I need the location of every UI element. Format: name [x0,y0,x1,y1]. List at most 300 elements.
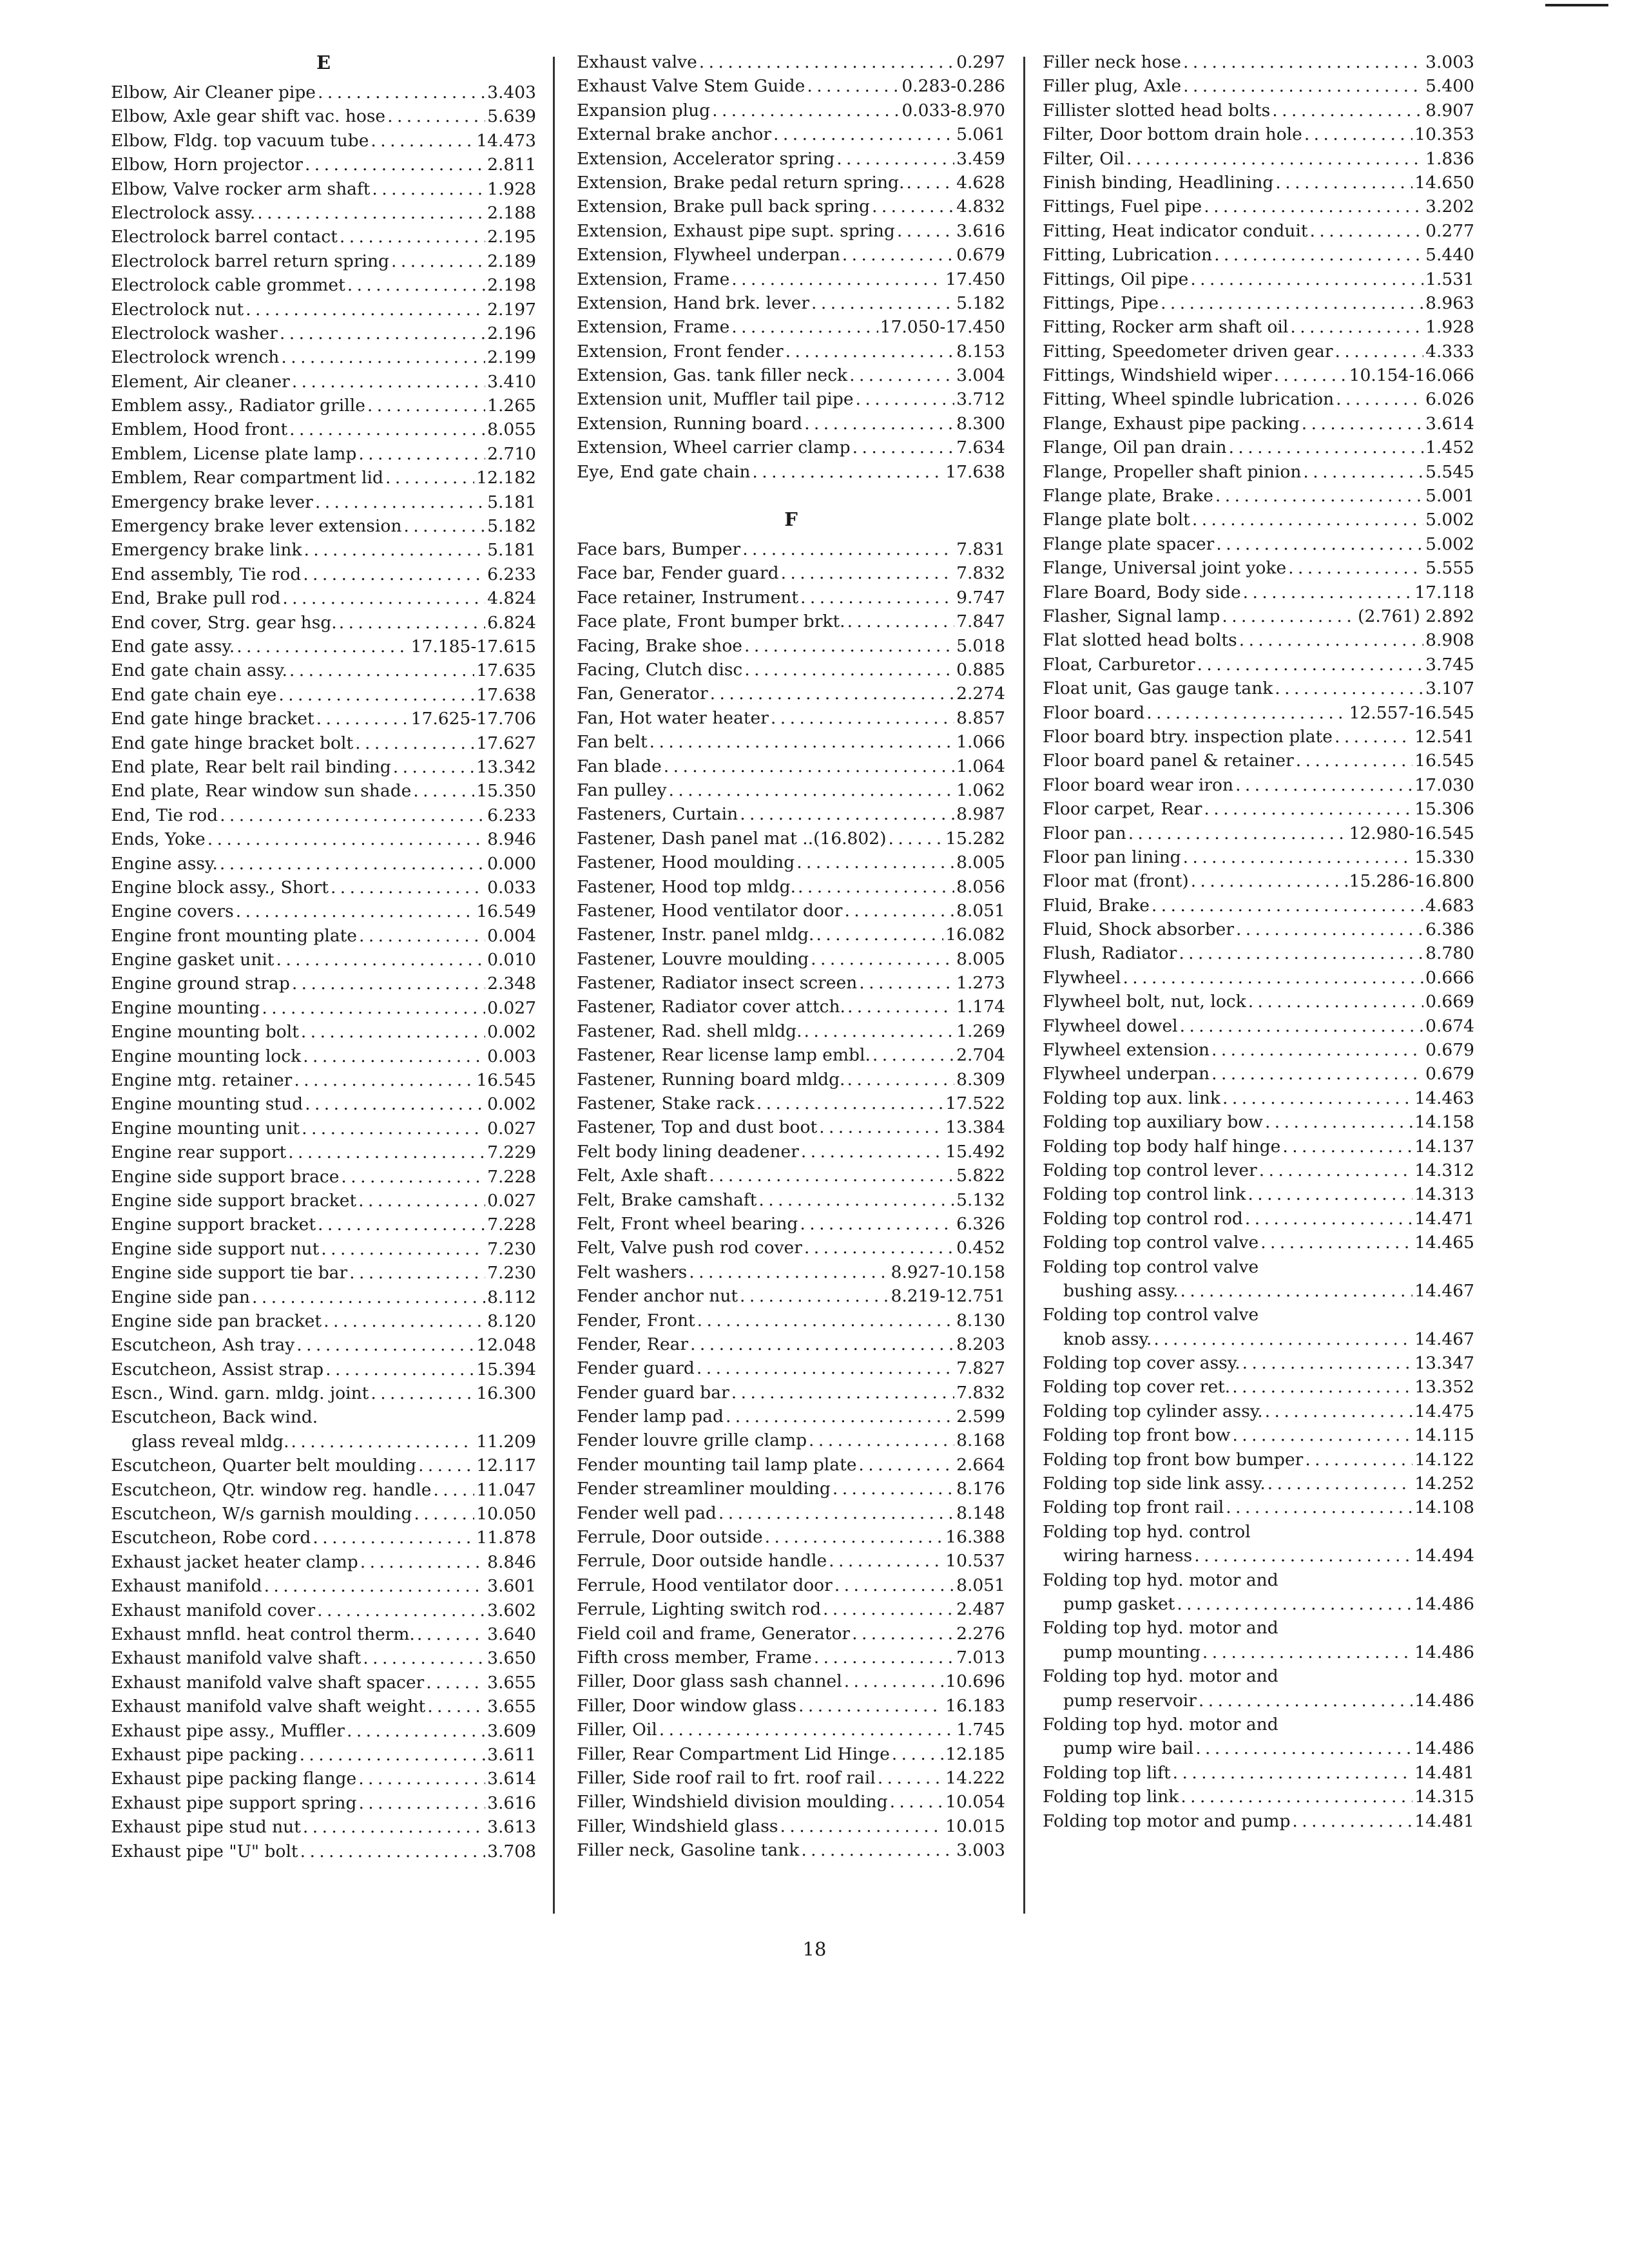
entry-part-name: Folding top control lever [1043,1160,1257,1180]
dot-leader [1191,869,1347,893]
entry-part-name: End, Tie rod [111,805,218,825]
entry-part-name: Filler neck hose [1043,52,1181,72]
index-entry [1043,1014,1474,1038]
entry-part-name: Felt washers [577,1262,688,1282]
dot-leader [1181,1785,1412,1809]
entry-reference-number: 5.018 [956,635,1005,656]
index-entry [111,1743,536,1767]
entry-part-name: Exhaust pipe packing [111,1744,298,1765]
entry-part-name: Felt body lining deadener [577,1141,799,1162]
index-entry [1043,1182,1474,1206]
index-entry [111,1165,536,1189]
dot-leader [801,1140,943,1164]
index-entry [577,1164,1005,1187]
entry-part-name: External brake anchor [577,124,772,145]
dot-leader [731,315,878,339]
index-entry [1043,941,1474,965]
index-entry [1043,822,1474,845]
entry-part-name: Flange plate, Brake [1043,486,1213,506]
dot-leader [1304,122,1412,146]
entry-part-name: Extension unit, Muffler tail pipe [577,389,854,410]
entry-reference-number: 7.228 [487,1166,536,1187]
entry-reference-number: 4.333 [1425,341,1474,361]
entry-reference-number: 2.348 [487,974,536,994]
index-entry [577,50,1005,74]
index-entry [1043,291,1474,315]
entry-part-name: Exhaust mnfld. heat control therm. [111,1624,415,1644]
entry-part-name: Flush, Radiator [1043,943,1177,964]
index-entry [577,1236,1005,1260]
entry-reference-number: 2.196 [487,323,536,343]
page-number: 18 [802,1938,827,1960]
entry-reference-number: 1.265 [487,396,536,416]
index-entry [1043,122,1474,146]
entry-part-name: Fan pulley [577,780,667,800]
entry-part-name: Fastener, Stake rack [577,1093,755,1114]
dot-leader [752,460,943,484]
dot-leader [740,1284,889,1308]
entry-reference-number: 3.640 [487,1624,536,1644]
dot-leader [1265,1110,1412,1134]
entry-part-name: Engine mounting [111,997,260,1018]
entry-reference-number: 1.531 [1425,269,1474,289]
index-entry [1043,1351,1474,1375]
index-entry [111,1405,536,1429]
entry-reference-number: 8.005 [956,948,1005,969]
entry-part-name: Folding top body half hinge [1043,1136,1281,1157]
entry-reference-number: 14.158 [1414,1112,1474,1133]
entry-reference-number: 1.273 [956,973,1005,994]
index-entry [1043,1809,1474,1833]
entry-reference-number: 7.229 [487,1142,536,1163]
entry-part-name: pump reservoir [1063,1690,1197,1711]
entry-reference-number: 16.388 [945,1527,1005,1548]
dot-leader [710,682,954,706]
dot-leader [1265,1399,1413,1423]
dot-leader [1181,1279,1413,1303]
entry-part-name: Engine gasket unit [111,950,275,970]
entry-reference-number: 6.233 [487,564,536,584]
entry-reference-number: 5.400 [1425,76,1474,97]
entry-part-name: Fasteners, Curtain [577,804,738,825]
index-entry [1043,484,1474,508]
index-entry [111,249,536,273]
section-letter-heading: E [316,52,331,73]
entry-reference-number: 14.467 [1414,1329,1474,1349]
entry-reference-number: 6.326 [956,1213,1005,1234]
index-entry [1043,1616,1474,1640]
entry-part-name: Ferrule, Door outside [577,1527,763,1548]
dot-leader [1290,315,1423,339]
index-entry [111,81,536,104]
entry-part-name: Folding top hyd. control [1043,1521,1251,1542]
index-entry [111,1840,536,1863]
index-entry [577,1477,1005,1501]
entry-reference-number: 2.811 [487,155,536,175]
dot-leader [849,363,954,387]
index-entry [111,490,536,514]
dot-leader [773,122,954,146]
entry-part-name: Fastener, Rad. shell mldg. [577,1021,802,1041]
entry-reference-number: 0.027 [487,1190,536,1211]
entry-reference-number: 2.704 [956,1045,1005,1066]
index-entry [1043,1689,1474,1713]
index-entry [111,1719,536,1743]
entry-reference-number: 8.120 [487,1311,536,1331]
entry-part-name: Engine side pan [111,1287,250,1307]
dot-leader [294,1068,474,1092]
entry-reference-number: 8.300 [956,413,1005,434]
entry-reference-number: 17.030 [1414,774,1474,795]
entry-part-name: Folding top control valve [1043,1233,1259,1253]
entry-reference-number: 3.107 [1425,678,1474,699]
index-entry [111,899,536,923]
index-entry [111,442,536,466]
entry-reference-number: 0.010 [487,950,536,970]
entry-reference-number: 0.027 [487,1118,536,1139]
entry-part-name: Emblem assy., Radiator grille [111,396,365,416]
entry-part-name: Folding top control link [1043,1184,1246,1205]
dot-leader [829,1549,943,1573]
index-entry [111,755,536,779]
index-entry [577,1405,1005,1428]
entry-part-name: Folding top hyd. motor and [1043,1618,1278,1639]
entry-part-name: Extension, Wheel carrier clamp [577,437,851,458]
dot-leader [890,1790,944,1814]
dot-leader [1128,822,1347,845]
dot-leader [360,1550,485,1574]
index-entry [577,1790,1005,1814]
entry-reference-number: 2.198 [487,275,536,296]
dot-leader [897,219,954,243]
entry-reference-number: 0.283-0.286 [901,76,1005,97]
index-entry [1043,556,1474,580]
entry-part-name: Elbow, Air Cleaner pipe [111,82,316,102]
dot-leader [814,1646,954,1669]
dot-leader [816,923,943,947]
entry-reference-number: 14.486 [1414,1594,1474,1614]
index-entry [577,1597,1005,1621]
index-entry [111,1599,536,1622]
dot-leader [1335,725,1412,749]
index-entry [1043,171,1474,195]
entry-reference-number: 8.963 [1425,293,1474,313]
index-entry [111,418,536,441]
index-entry [577,971,1005,995]
entry-reference-number: 12.541 [1414,726,1474,747]
entry-part-name: Folding top control valve [1043,1305,1259,1325]
index-entry [111,1671,536,1695]
dot-leader [800,1212,954,1236]
section-gap [577,484,1005,507]
entry-part-name: Facing, Brake shoe [577,635,742,656]
index-entry [577,1573,1005,1597]
entry-reference-number: 0.027 [487,997,536,1018]
dot-leader [1232,1375,1412,1399]
entry-part-name: Fender streamliner moulding [577,1479,831,1499]
dot-leader [809,1428,954,1452]
index-entry [111,1068,536,1092]
dot-leader [690,1332,954,1356]
dot-leader [1152,894,1423,918]
dot-leader [358,1767,485,1791]
entry-part-name: Engine support bracket [111,1215,316,1235]
index-entry [577,147,1005,171]
index-entry [577,219,1005,243]
entry-part-name: Folding top front rail [1043,1497,1224,1518]
entry-reference-number: 8.153 [956,341,1005,361]
dot-leader [1195,1736,1412,1760]
dot-leader [367,394,485,418]
entry-reference-number: 8.908 [1425,630,1474,651]
dot-leader [318,81,485,104]
index-entry [1043,581,1474,604]
entry-part-name: Fastener, Radiator cover attch. [577,997,845,1017]
dot-leader [1235,773,1412,797]
entry-reference-number: 14.473 [476,130,536,151]
index-entry [577,1838,1005,1862]
index-entry [577,1742,1005,1766]
entry-reference-number: 0.679 [956,245,1005,265]
entry-part-name: Folding top hyd. motor and [1043,1666,1278,1687]
index-entry [111,731,536,755]
entry-part-name: Extension, Front fender [577,341,784,361]
index-entry [111,1381,536,1405]
dot-leader [414,1502,474,1526]
index-entry [1043,797,1474,821]
index-entry [577,754,1005,778]
index-entry [1043,918,1474,941]
entry-part-name: Folding top motor and pump [1043,1811,1291,1831]
entry-reference-number: 10.015 [945,1816,1005,1836]
index-entry [577,1115,1005,1139]
index-entry [577,1428,1005,1452]
dot-leader [1282,1135,1412,1158]
dot-leader [257,201,485,225]
entry-part-name: Fitting, Speedometer driven gear [1043,341,1333,361]
entry-part-name: Folding top link [1043,1787,1179,1807]
entry-reference-number: 0.679 [1425,1040,1474,1061]
entry-part-name: Elbow, Valve rocker arm shaft [111,178,371,199]
entry-reference-number: 3.655 [487,1672,536,1693]
entry-reference-number: 8.946 [487,829,536,850]
entry-reference-number: 2.274 [956,684,1005,704]
entry-reference-number: 14.486 [1414,1690,1474,1711]
entry-part-name: Facing, Clutch disc [577,659,743,680]
index-entry [1043,1785,1474,1809]
dot-leader [363,1646,485,1670]
entry-reference-number: 8.005 [956,852,1005,873]
dot-leader [426,1671,485,1695]
entry-part-name: Folding top front bow bumper [1043,1449,1304,1470]
entry-reference-number: 16.082 [945,925,1005,945]
entry-reference-number: 14.467 [1414,1280,1474,1301]
dot-leader [280,322,485,345]
entry-part-name: Fastener, Running board mldg. [577,1069,845,1090]
entry-part-name: Extension, Gas. tank filler neck [577,365,848,386]
entry-part-name: Flywheel [1043,967,1121,988]
entry-reference-number: 17.522 [945,1093,1005,1114]
dot-leader [1192,508,1423,532]
entry-part-name: Escutcheon, Robe cord [111,1528,311,1548]
entry-part-name: Engine covers [111,901,234,922]
entry-part-name: Engine mounting unit [111,1118,300,1139]
entry-reference-number: 14.312 [1414,1160,1474,1180]
entry-part-name: Elbow, Fldg. top vacuum tube [111,130,369,151]
entry-reference-number: 2.188 [487,202,536,223]
index-entry [577,827,1005,850]
dot-leader [697,1356,954,1380]
index-entry [1043,532,1474,556]
entry-reference-number: 13.342 [476,756,536,777]
entry-part-name: Escutcheon, Qtr. window reg. handle [111,1479,432,1500]
entry-reference-number: 14.108 [1414,1497,1474,1518]
entry-part-name: Folding top hyd. motor and [1043,1570,1278,1590]
entry-reference-number: 12.557-16.545 [1349,702,1474,723]
entry-reference-number: 8.051 [956,900,1005,921]
index-entry [577,1019,1005,1043]
entry-part-name: Fastener, Rear license lamp embl. [577,1045,871,1066]
entry-part-name: Fittings, Windshield wiper [1043,365,1272,386]
dot-leader [427,1695,485,1718]
entry-part-name: Fender well pad [577,1503,717,1523]
index-entry [1043,1713,1474,1736]
index-entry [111,1791,536,1815]
entry-part-name: Floor board [1043,702,1145,723]
index-entry [577,1212,1005,1236]
entry-reference-number: 5.002 [1425,510,1474,530]
entry-part-name: Exhaust pipe assy., Muffler [111,1720,345,1741]
dot-leader [1305,1448,1412,1472]
entry-part-name: Engine side support tie bar [111,1263,348,1283]
dot-leader [355,731,474,755]
entry-part-name: Face bars, Bumper [577,539,741,560]
entry-part-name: Fan, Hot water heater [577,707,769,728]
entry-reference-number: 14.222 [945,1767,1005,1788]
entry-reference-number: 14.494 [1414,1546,1474,1566]
dot-leader [1216,532,1423,556]
entry-part-name: Engine mounting lock [111,1046,302,1066]
dot-leader [236,899,475,923]
entry-reference-number: 14.122 [1414,1449,1474,1470]
dot-leader [1248,990,1423,1014]
entry-part-name: Flange, Oil pan drain [1043,437,1227,458]
dot-leader [836,147,954,171]
dot-leader [1268,1472,1412,1495]
entry-reference-number: 17.638 [945,461,1005,482]
entry-part-name: Engine block assy., Short [111,877,329,898]
entry-reference-number: 3.459 [956,148,1005,169]
dot-leader [847,610,955,633]
entry-part-name: Exhaust pipe stud nut [111,1817,301,1838]
index-entry [1043,1472,1474,1495]
entry-part-name: Electrolock wrench [111,347,280,368]
dot-leader [878,1766,944,1790]
entry-part-name: Extension, Running board [577,413,803,434]
index-entry [577,1501,1005,1525]
entry-reference-number: 3.403 [487,82,536,102]
entry-reference-number: 3.609 [487,1720,536,1741]
index-entry [111,1140,536,1164]
corner-rule [1545,4,1608,6]
entry-part-name: Floor board panel & retainer [1043,751,1294,771]
entry-reference-number: 5.001 [1425,486,1474,506]
entry-reference-number: 3.202 [1425,197,1474,217]
dot-leader [771,706,954,730]
index-entry [111,1213,536,1236]
index-entry [111,1333,536,1357]
entry-part-name: Filter, Oil [1043,148,1124,169]
index-entry [1043,677,1474,700]
dot-leader [872,195,954,218]
index-entry [111,1767,536,1791]
index-entry [111,129,536,153]
dot-leader [282,586,485,610]
index-entry [1043,1231,1474,1254]
entry-reference-number: 11.047 [476,1479,536,1500]
entry-part-name: Escutcheon, Assist strap [111,1359,324,1379]
entry-reference-number: 8.130 [956,1310,1005,1331]
entry-reference-number: 3.708 [487,1841,536,1861]
entry-reference-number: 8.846 [487,1552,536,1572]
entry-reference-number: 3.602 [487,1600,536,1620]
index-entry [1043,340,1474,363]
entry-part-name: Engine side support brace [111,1166,340,1187]
entry-reference-number: 6.386 [1425,919,1474,940]
entry-part-name: Escutcheon, Back wind. [111,1407,318,1428]
dot-leader [758,1188,954,1212]
entry-reference-number: 14.486 [1414,1738,1474,1759]
index-entry [577,561,1005,585]
entry-part-name: Flat slotted head bolts [1043,630,1237,651]
dot-leader [697,1309,954,1332]
entry-part-name: Fender guard bar [577,1382,729,1403]
entry-part-name: Felt, Front wheel bearing [577,1213,798,1234]
entry-part-name: Float unit, Gas gauge tank [1043,678,1273,699]
entry-reference-number: 8.051 [956,1575,1005,1595]
dot-leader [300,1840,486,1863]
index-entry [577,947,1005,971]
index-entry [111,1574,536,1598]
dot-leader [413,779,474,803]
index-entry [577,1309,1005,1332]
index-entry [1043,749,1474,773]
dot-leader [1296,749,1413,773]
index-entry [577,1140,1005,1164]
dot-leader [418,1454,474,1477]
dot-leader [796,850,954,874]
dot-leader [798,875,954,899]
entry-part-name: Exhaust pipe support spring [111,1792,357,1813]
entry-reference-number: 12.048 [476,1335,536,1356]
index-column-1 [111,50,536,1863]
entry-part-name: Exhaust manifold valve shaft spacer [111,1672,425,1693]
index-entry [577,802,1005,826]
dot-leader [786,340,954,363]
dot-leader [1202,1640,1412,1664]
entry-part-name: Escutcheon, W/s garnish moulding [111,1504,412,1524]
index-entry [577,1260,1005,1284]
entry-reference-number: 3.611 [487,1744,536,1765]
entry-reference-number: 1.836 [1425,148,1474,169]
dot-leader [807,74,900,98]
dot-leader [291,1430,475,1454]
index-entry [577,122,1005,146]
entry-reference-number: 12.182 [476,468,536,488]
entry-reference-number: 17.450 [945,269,1005,289]
dot-leader [1310,219,1424,243]
entry-reference-number: 8.780 [1425,943,1474,964]
